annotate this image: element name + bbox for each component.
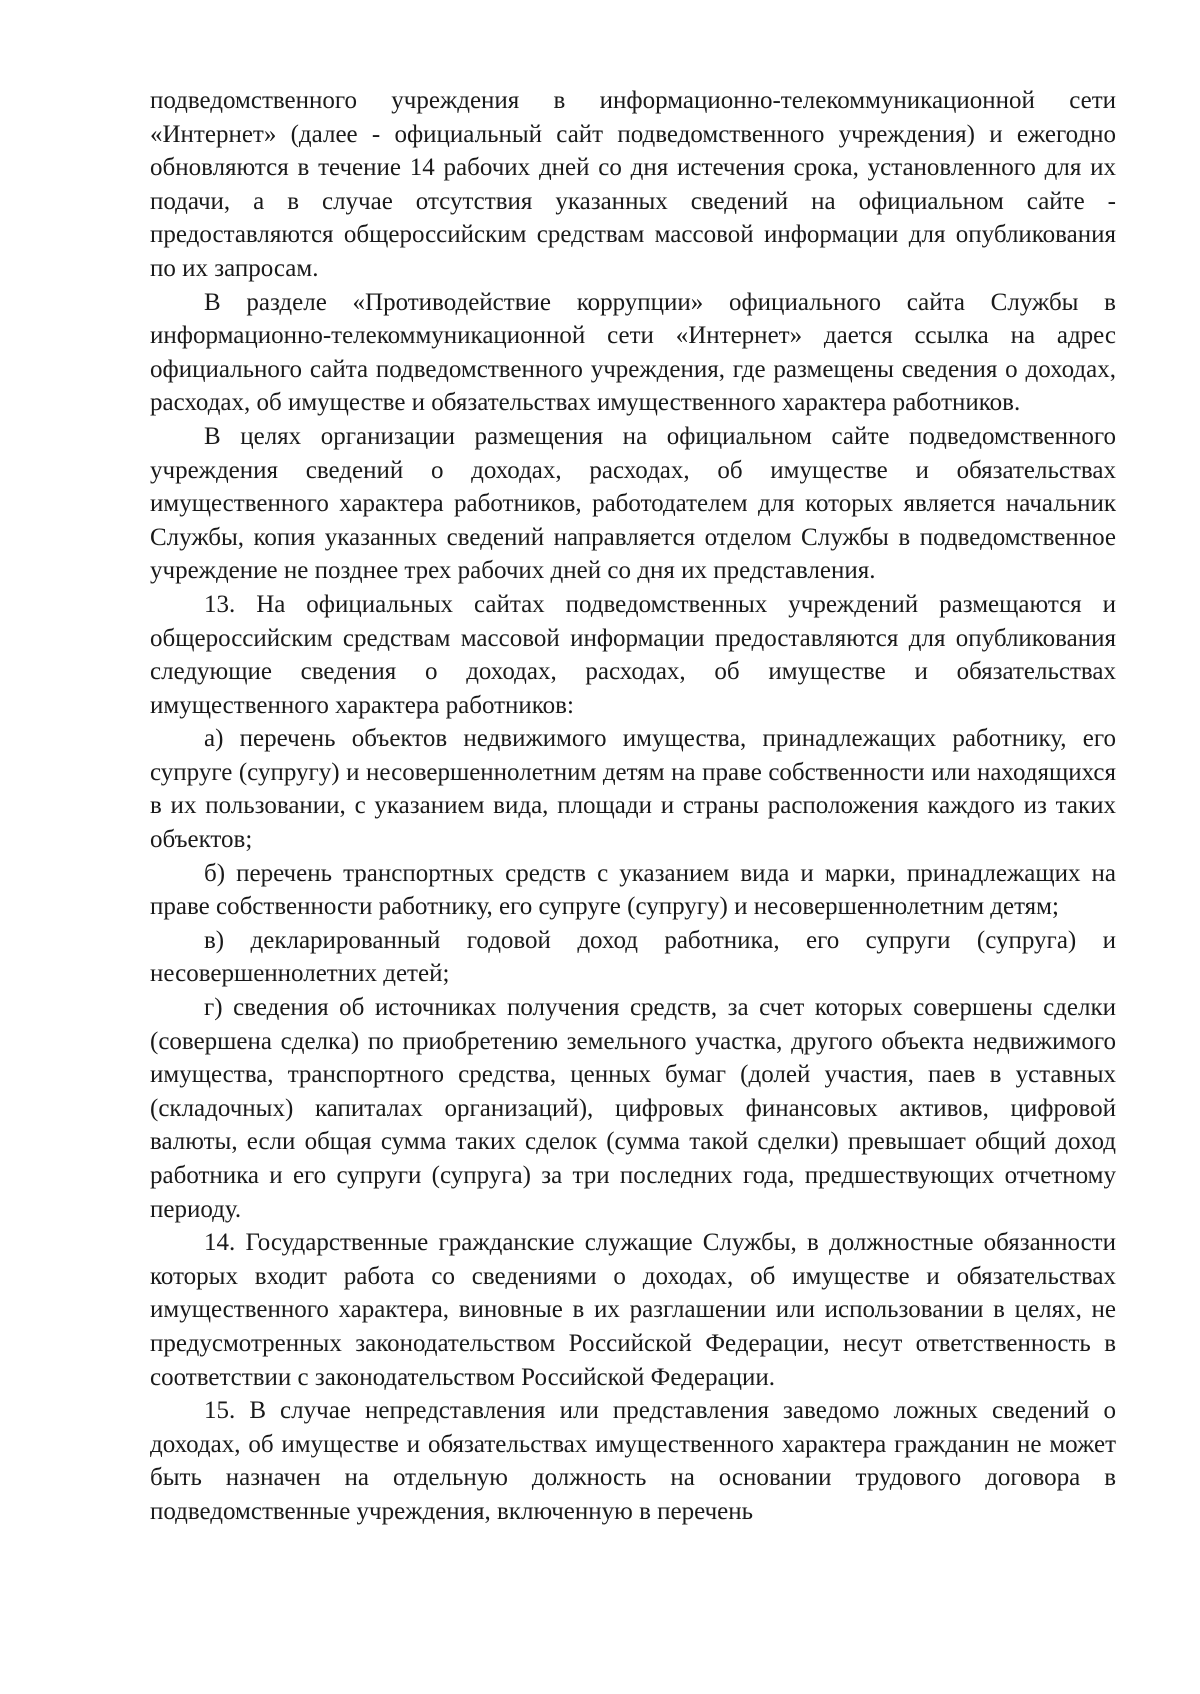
paragraph-clause-14: 14. Государственные гражданские служащие Службы, в должностные обязанности которых входит работа со сведениями о доходах, об имуществе и обязательствах имущественного характера, виновные в их разглашении или использовании в целях, не предусмотренных законодательством Российской Федерации, несут ответственность в соответствии с законодательством Российской Федерации. xyxy=(150,1229,1116,1391)
paragraph-clause-13: 13. На официальных сайтах подведомственных учреждений размещаются и общероссийским средствам массовой информации предоставляются для опубликования следующие сведения о доходах, расходах, об имуществе и обязательствах имущественного характера работников: xyxy=(150,590,1116,719)
paragraph-item-a: а) перечень объектов недвижимого имущества, принадлежащих работнику, его супруге (супругу) и несовершеннолетним детям на праве собственности или находящихся в их пользовании, с указанием вида, площади и страны расположения каждого из таких объектов; xyxy=(150,725,1116,854)
document-body xyxy=(150,84,1116,1529)
paragraph-anticorruption-section: В разделе «Противодействие коррупции» официального сайта Службы в информационно-телекоммуникационной сети «Интернет» дается ссылка на адрес официального сайта подведомственного учреждения, где размещены сведения о доходах, расходах, об имуществе и обязательствах имущественного характера работников. xyxy=(150,288,1116,417)
paragraph-placement-purpose: В целях организации размещения на официальном сайте подведомственного учреждения сведений о доходах, расходах, об имуществе и обязательствах имущественного характера работников, работодателем для которых является начальник Службы, копия указанных сведений направляется отделом Службы в подведомственное учреждение не позднее трех рабочих дней со дня их представления. xyxy=(150,422,1116,585)
paragraph-item-g: г) сведения об источниках получения средств, за счет которых совершены сделки (совершена сделка) по приобретению земельного участка, другого объекта недвижимого имущества, транспортного средства, ценных бумаг (долей участия, паев в уставных (складочных) капиталах организаций), цифровых финансовых активов, цифровой валюты, если общая сумма таких сделок (сумма такой сделки) превышает общий доход работника и его супруги (супруга) за три последних года, предшествующих отчетному периоду. xyxy=(150,994,1116,1223)
paragraph-clause-15: 15. В случае непредставления или представления заведомо ложных сведений о доходах, об имуществе и обязательствах имущественного характера гражданин не может быть назначен на отдельную должность на основании трудового договора в подведомственные учреждения, включенную в перечень xyxy=(150,1397,1116,1525)
paragraph-continuation: подведомственного учреждения в информационно-телекоммуникационной сети «Интернет» (далее - официальный сайт подведомственного учреждения) и ежегодно обновляются в течение 14 рабочих дней со дня истечения срока, установленного для их подачи, а в случае отсутствия указанных сведений на официальном сайте - предоставляются общероссийским средствам массовой информации для опубликования по их запросам. xyxy=(150,87,1116,282)
paragraph-item-b: б) перечень транспортных средств с указанием вида и марки, принадлежащих на праве собственности работнику, его супруге (супругу) и несовершеннолетним детям; xyxy=(150,859,1116,921)
paragraph-item-v: в) декларированный годовой доход работника, его супруги (супруга) и несовершеннолетних детей; xyxy=(150,926,1116,988)
